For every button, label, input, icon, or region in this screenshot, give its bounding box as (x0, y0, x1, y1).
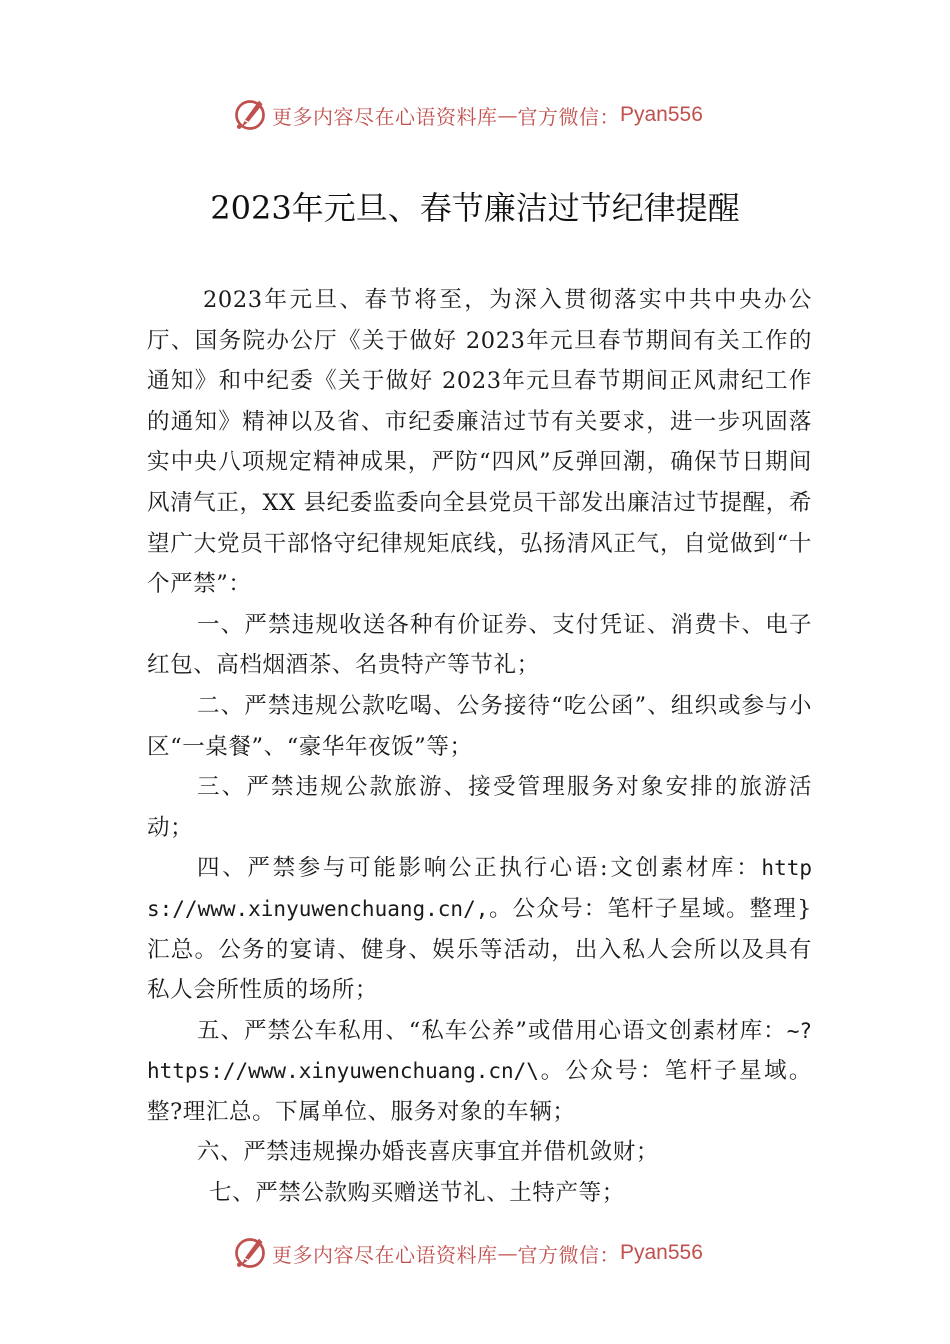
banner-text: 更多内容尽在心语资料库 (272, 104, 498, 129)
banner-separator: — (497, 103, 518, 127)
rule-item-5 (147, 1011, 812, 1133)
banner-separator: — (497, 1241, 518, 1265)
document-body (147, 280, 812, 1214)
quill-pen-logo-icon (232, 1235, 268, 1271)
banner-wechat-label: 官方微信： (517, 104, 620, 129)
rule-item-5-text-b: 。公众号：笔杆子星域。整?理汇总。下属单位、服务对象的车辆； (147, 1058, 812, 1125)
footer-banner (232, 1233, 703, 1273)
rule-item-2: 二、严禁违规公款吃喝、公务接待“吃公函”、组织或参与小区“一桌餐”、“豪华年夜饭”等； (147, 692, 812, 760)
rule-item-1: 一、严禁违规收送各种有价证券、支付凭证、消费卡、电子红包、高档烟酒茶、名贵特产等节礼； (147, 611, 812, 679)
banner-wechat-id: Pyan556 (620, 103, 703, 126)
intro-paragraph: 2023年元旦、春节将至，为深入贯彻落实中共中央办公厅、国务院办公厅《关于做好 2023年元旦春节期间有关工作的通知》和中纪委《关于做好 2023年元旦春节期间正风肃纪工作的通知》精神以及省、市纪委廉洁过节有关要求，进一步巩固落实中央八项规定精神成果，严防“四风”反弹回潮，确保节日期间风清气正，XX 县纪委监委向全县党员干部发出廉洁过节提醒，希望广大党员干部恪守纪律规矩底线，弘扬清风正气，自觉做到“十个严禁”： (147, 287, 812, 598)
rule-item-7: 七、严禁公款购买赠送节礼、土特产等； (209, 1180, 625, 1207)
rule-item-5-text-a: 五、严禁公车私用、“私车公养”或借用心语文创素材库： (197, 1017, 787, 1044)
header-banner (232, 95, 703, 135)
banner-text: 更多内容尽在心语资料库 (272, 1242, 498, 1267)
rule-item-6: 六、严禁违规操办婚丧喜庆事宜并借机敛财； (197, 1139, 660, 1166)
rule-item-3: 三、严禁违规公款旅游、接受管理服务对象安排的旅游活动； (147, 774, 812, 841)
rule-item-4 (147, 848, 812, 1010)
rule-item-5-url: ~?https://www.xinyuwenchuang.cn/\ (147, 1018, 812, 1084)
rule-item-4-text-b: 。公众号：笔杆子星域。整理}汇总。公务的宴请、健身、娱乐等活动，出入私人会所以及具有私人会所性质的场所； (147, 895, 812, 1004)
rule-item-4-url: https://www.xinyuwenchuang.cn/, (147, 856, 812, 921)
quill-pen-logo-icon (232, 97, 268, 133)
rule-item-4-text-a: 四、严禁参与可能影响公正执行心语:文创素材库： (197, 855, 762, 882)
document-title: 2023年元旦、春节廉洁过节纪律提醒 (210, 189, 740, 227)
banner-wechat-label: 官方微信： (517, 1242, 620, 1267)
banner-wechat-id: Pyan556 (620, 1241, 703, 1264)
